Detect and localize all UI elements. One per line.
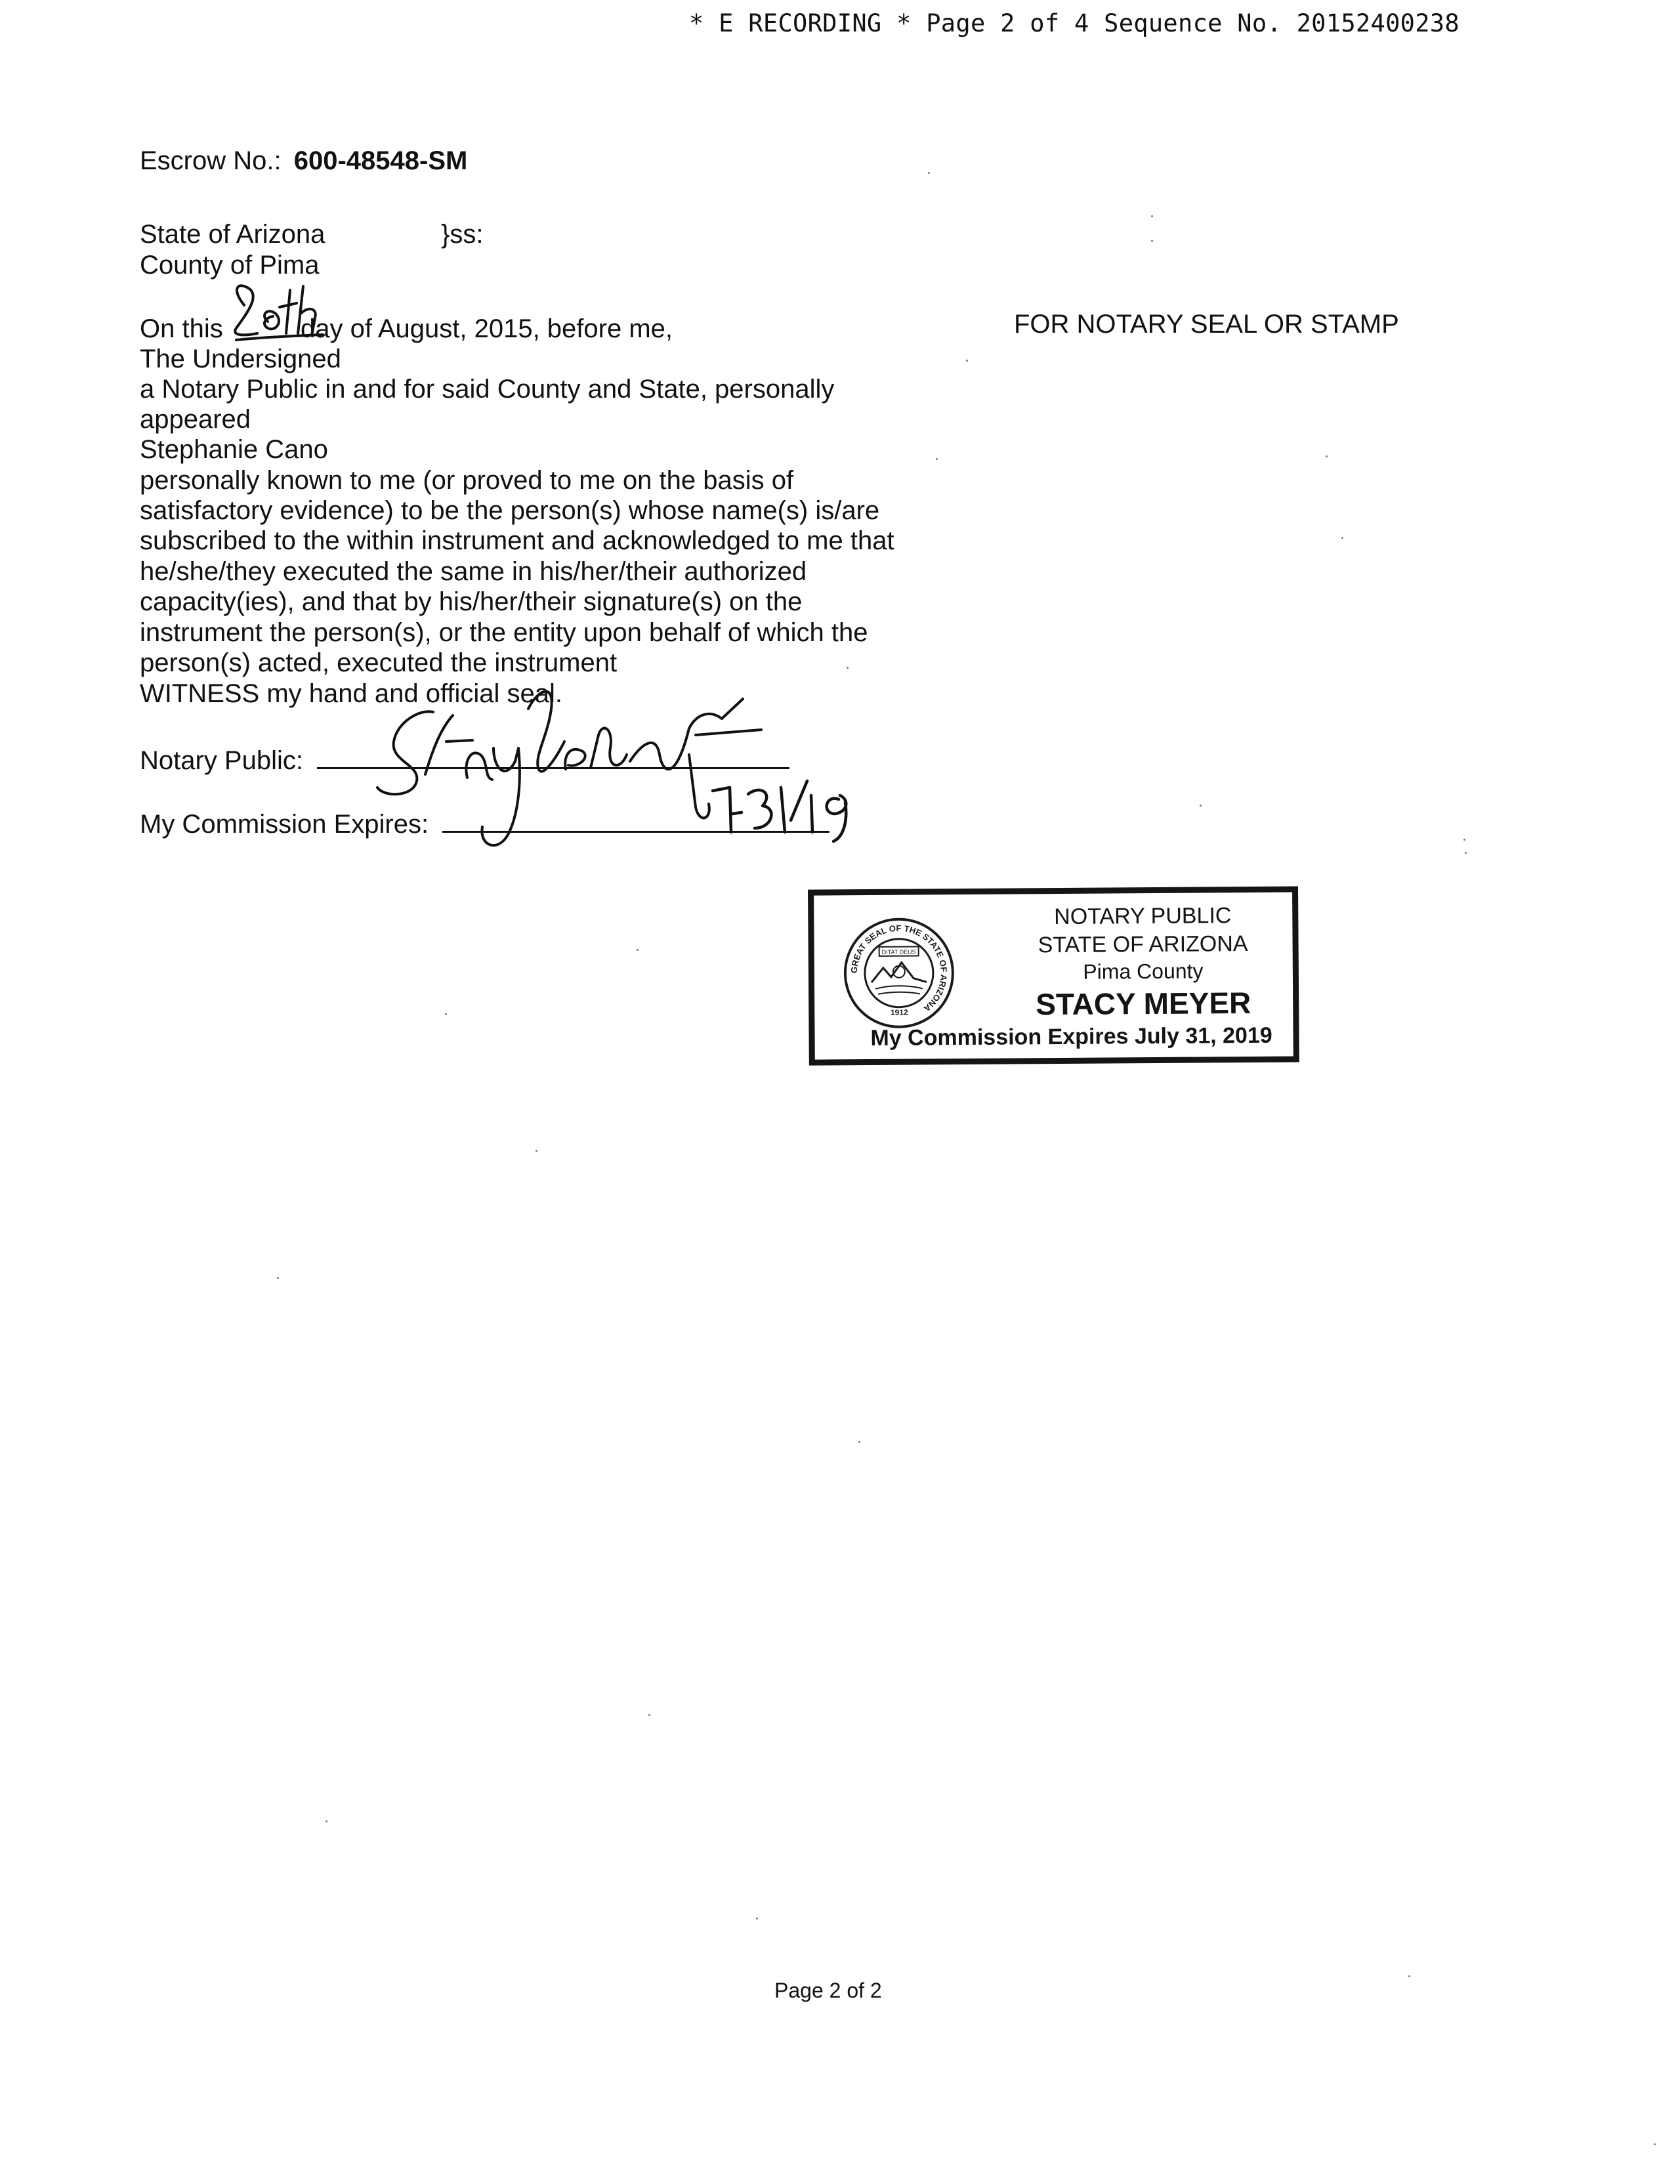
escrow-number: 600-48548-SM: [293, 146, 468, 175]
commission-label: My Commission Expires:: [140, 810, 429, 839]
scan-speck: [858, 1441, 860, 1443]
ack-line-2: The Undersigned: [140, 345, 341, 373]
svg-text:GREAT SEAL OF THE STATE OF ARI: [849, 923, 949, 1015]
stamp-state: STATE OF ARIZONA: [1038, 931, 1248, 958]
scan-speck: [936, 458, 938, 460]
scan-speck: [1463, 839, 1465, 841]
ack-line-3: a Notary Public in and for said County and State, personally: [140, 375, 835, 404]
seal-area-label: FOR NOTARY SEAL OR STAMP: [1014, 310, 1399, 339]
ack-line-5: Stephanie Cano: [140, 435, 328, 464]
scan-speck: [1151, 215, 1153, 217]
ack-line-8: subscribed to the within instrument and acknowledged to me that: [140, 526, 894, 555]
scan-speck: [847, 667, 849, 669]
scan-speck: [445, 1013, 447, 1015]
scan-speck: [756, 1918, 758, 1920]
venue-state: State of Arizona: [140, 220, 326, 249]
venue-ss: }ss:: [441, 220, 484, 249]
scan-speck: [1408, 1975, 1410, 1977]
scan-speck: [1151, 240, 1153, 242]
stamp-commission-expires: My Commission Expires July 31, 2019: [870, 1022, 1272, 1051]
scan-speck: [1200, 805, 1202, 807]
notary-stamp: [808, 886, 1311, 1078]
ack-line-12: person(s) acted, executed the instrument: [140, 648, 618, 677]
notary-public-label: Notary Public:: [140, 746, 303, 775]
scan-speck: [277, 1277, 279, 1279]
scan-speck: [536, 1150, 537, 1152]
arizona-state-seal-icon: [842, 916, 956, 1030]
scan-speck: [1465, 852, 1467, 854]
ack-line-11: instrument the person(s), or the entity upon behalf of which the: [140, 618, 868, 647]
escrow-label: Escrow No.:: [140, 146, 282, 175]
ack-line-4: appeared: [140, 405, 251, 434]
stamp-county: Pima County: [1083, 959, 1204, 984]
scan-speck: [1654, 2143, 1656, 2145]
seal-year: 1912: [890, 1007, 908, 1017]
scan-speck: [966, 360, 968, 362]
scan-speck: [1326, 455, 1328, 457]
stamp-notary-name: STACY MEYER: [1036, 985, 1251, 1022]
ack-line-6: personally known to me (or proved to me on the basis of: [140, 466, 794, 495]
scan-speck: [1341, 537, 1343, 539]
ack-line1-pre: On this: [140, 314, 223, 343]
handwritten-day: [235, 285, 323, 340]
seal-center-text: DITAT DEUS: [881, 948, 916, 956]
scan-speck: [326, 1820, 327, 1822]
seal-ring-text: GREAT SEAL OF THE STATE OF ARIZONA: [849, 923, 949, 1014]
page-footer: Page 2 of 2: [774, 1979, 882, 2002]
stamp-notary-public: NOTARY PUBLIC: [1054, 903, 1232, 930]
ack-line1-post: day of August, 2015, before me,: [300, 314, 673, 343]
scan-speck: [928, 172, 930, 174]
scan-speck: [637, 949, 639, 951]
ack-line-9: he/she/they executed the same in his/her/their authorized: [140, 557, 807, 586]
recording-header: * E RECORDING * Page 2 of 4 Sequence No. 20152400238: [689, 9, 1460, 37]
ack-line-13: WITNESS my hand and official seal.: [140, 679, 562, 708]
ack-line-10: capacity(ies), and that by his/her/their signature(s) on the: [140, 587, 803, 616]
scan-speck: [648, 1714, 650, 1716]
ack-line-7: satisfactory evidence) to be the person(s) whose name(s) is/are: [140, 496, 880, 525]
notary-signature: [377, 692, 761, 845]
venue-county: County of Pima: [140, 251, 320, 280]
handwritten-commission-date: [713, 781, 846, 841]
